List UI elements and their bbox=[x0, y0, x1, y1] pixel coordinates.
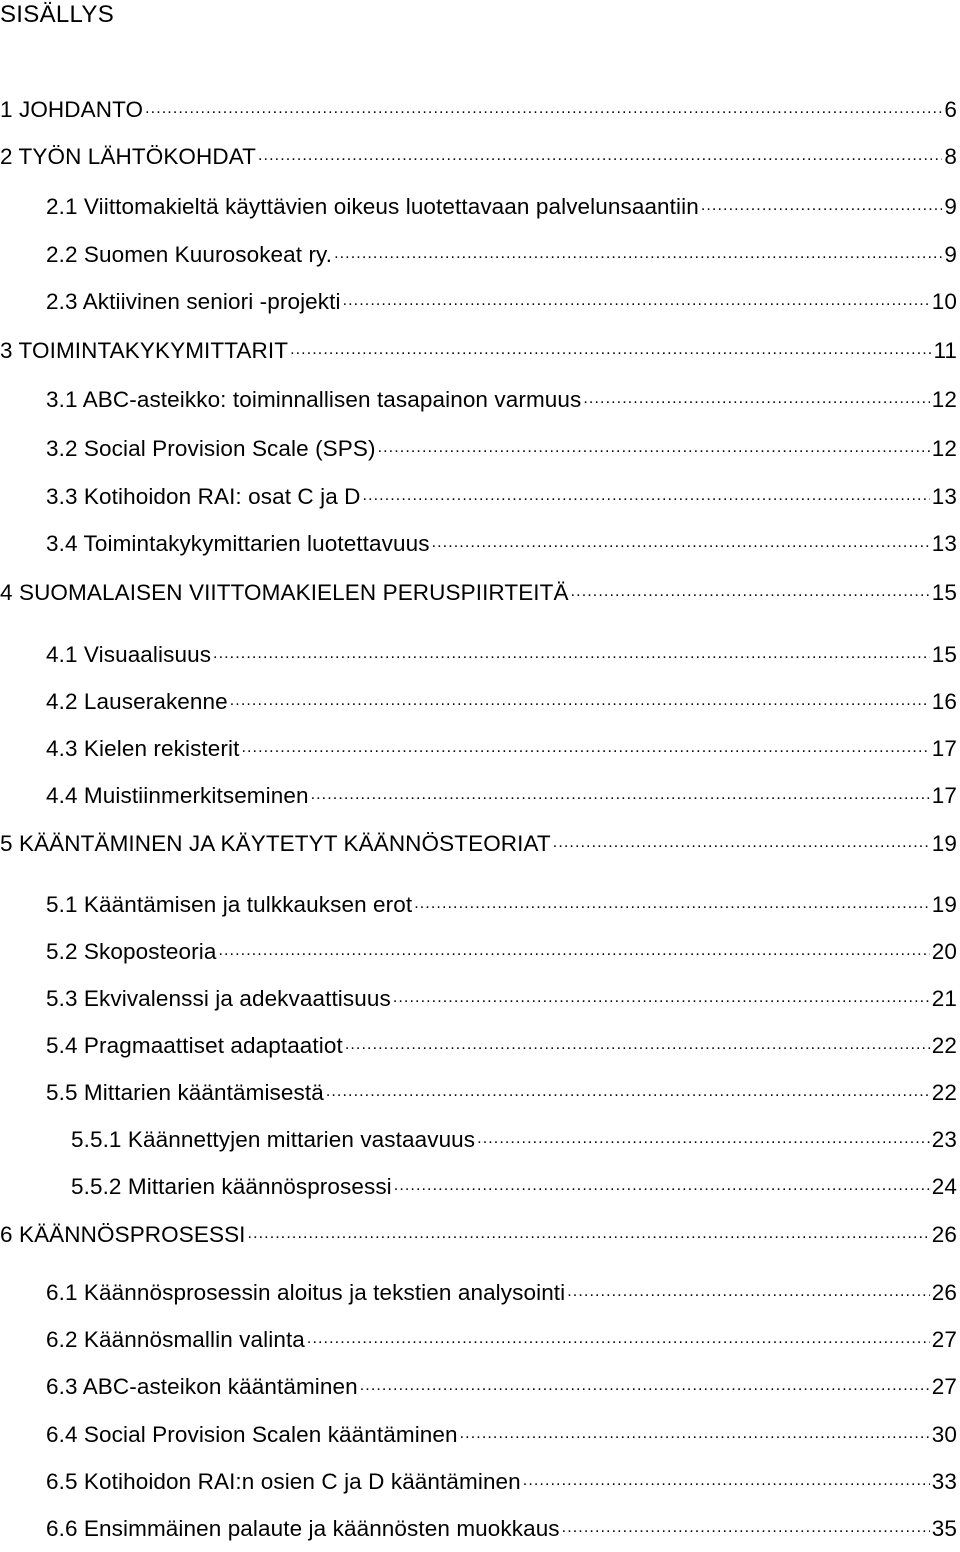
toc-entry-label: 5.5 Mittarien kääntämisestä bbox=[46, 1080, 324, 1105]
toc-dot-leader bbox=[213, 643, 930, 665]
toc-entry[interactable] bbox=[0, 640, 957, 670]
toc-entry-label: 2.1 Viittomakieltä käyttävien oikeus luotettavaan palvelunsaantiin bbox=[46, 194, 699, 219]
toc-entry[interactable] bbox=[0, 336, 957, 366]
toc-entry-page-number: 22 bbox=[931, 1033, 957, 1058]
toc-entry-label: 6.4 Social Provision Scalen kääntäminen bbox=[46, 1422, 458, 1447]
toc-dot-leader bbox=[363, 485, 930, 507]
toc-dot-leader bbox=[553, 832, 930, 854]
toc-entry[interactable] bbox=[0, 192, 957, 222]
toc-entry-page-number: 22 bbox=[931, 1080, 957, 1105]
toc-entry-label: 5.3 Ekvivalenssi ja adekvaattisuus bbox=[46, 986, 391, 1011]
toc-entry[interactable] bbox=[0, 240, 957, 270]
toc-entry-label: 5.2 Skoposteoria bbox=[46, 939, 217, 964]
toc-entry-page-number: 26 bbox=[931, 1280, 957, 1305]
toc-dot-leader bbox=[701, 195, 943, 217]
toc-entry-label: 5 KÄÄNTÄMINEN JA KÄYTETYT KÄÄNNÖSTEORIAT bbox=[0, 831, 551, 856]
toc-dot-leader bbox=[326, 1081, 930, 1103]
toc-entry-label: 6.1 Käännösprosessin aloitus ja tekstien analysointi bbox=[46, 1280, 566, 1305]
toc-dot-leader bbox=[393, 987, 930, 1009]
toc-dot-leader bbox=[583, 388, 929, 410]
toc-dot-leader bbox=[378, 437, 930, 459]
toc-entry-page-number: 35 bbox=[931, 1516, 957, 1541]
toc-entry-label: 6.6 Ensimmäinen palaute ja käännösten muokkaus bbox=[46, 1516, 560, 1541]
toc-entry-page-number: 33 bbox=[931, 1469, 957, 1494]
toc-dot-leader bbox=[241, 737, 929, 759]
toc-dot-leader bbox=[523, 1470, 930, 1492]
toc-entry-label: 5.5.2 Mittarien käännösprosessi bbox=[71, 1174, 392, 1199]
toc-dot-leader bbox=[334, 243, 942, 265]
toc-entry-page-number: 9 bbox=[944, 194, 957, 219]
toc-entry[interactable] bbox=[0, 142, 957, 172]
toc-entry-page-number: 12 bbox=[931, 436, 957, 461]
toc-dot-leader bbox=[432, 532, 930, 554]
toc-entry[interactable] bbox=[0, 1125, 957, 1155]
toc-entry-label: 5.1 Kääntämisen ja tulkkauksen erot bbox=[46, 892, 413, 917]
toc-entry[interactable] bbox=[0, 1514, 957, 1544]
toc-entry-label: 6.2 Käännösmallin valinta bbox=[46, 1327, 305, 1352]
toc-entry[interactable] bbox=[0, 984, 957, 1014]
toc-dot-leader bbox=[343, 290, 930, 312]
toc-entry[interactable] bbox=[0, 482, 957, 512]
toc-entry[interactable] bbox=[0, 1172, 957, 1202]
toc-entry-page-number: 13 bbox=[931, 531, 957, 556]
toc-entry-label: 5.4 Pragmaattiset adaptaatiot bbox=[46, 1033, 343, 1058]
toc-entry-page-number: 19 bbox=[931, 892, 957, 917]
toc-dot-leader bbox=[562, 1517, 930, 1539]
toc-entry[interactable] bbox=[0, 95, 957, 125]
toc-entry-label: 6 KÄÄNNÖSPROSESSI bbox=[0, 1222, 246, 1247]
toc-entry[interactable] bbox=[0, 1325, 957, 1355]
toc-entry-page-number: 13 bbox=[931, 484, 957, 509]
toc-entry-page-number: 17 bbox=[931, 783, 957, 808]
toc-entry-page-number: 30 bbox=[931, 1422, 957, 1447]
toc-entry-label: 3.4 Toimintakykymittarien luotettavuus bbox=[46, 531, 430, 556]
toc-entry-page-number: 9 bbox=[944, 242, 957, 267]
toc-entry-label: 4.4 Muistiinmerkitseminen bbox=[46, 783, 309, 808]
toc-dot-leader bbox=[230, 690, 930, 712]
page-title: SISÄLLYS bbox=[0, 1, 115, 28]
toc-dot-leader bbox=[394, 1175, 930, 1197]
toc-entry-label: 2.3 Aktiivinen seniori -projekti bbox=[46, 289, 341, 314]
toc-entry[interactable] bbox=[0, 385, 957, 415]
toc-entry-label: 3 TOIMINTAKYKYMITTARIT bbox=[0, 338, 289, 363]
toc-entry[interactable] bbox=[0, 434, 957, 464]
toc-entry-page-number: 27 bbox=[931, 1374, 957, 1399]
toc-entry-page-number: 17 bbox=[931, 736, 957, 761]
toc-entry-label: 3.2 Social Provision Scale (SPS) bbox=[46, 436, 376, 461]
toc-entry-label: 6.5 Kotihoidon RAI:n osien C ja D kääntäminen bbox=[46, 1469, 521, 1494]
toc-entry-label: 4.2 Lauserakenne bbox=[46, 689, 228, 714]
toc-entry[interactable] bbox=[0, 781, 957, 811]
toc-dot-leader bbox=[571, 581, 930, 603]
toc-entry[interactable] bbox=[0, 890, 957, 920]
toc-entry[interactable] bbox=[0, 1372, 957, 1402]
toc-entry[interactable] bbox=[0, 687, 957, 717]
toc-entry[interactable] bbox=[0, 1078, 957, 1108]
toc-dot-leader bbox=[414, 893, 930, 915]
toc-entry-label: 4 SUOMALAISEN VIITTOMAKIELEN PERUSPIIRTEITÄ bbox=[0, 580, 569, 605]
toc-dot-leader bbox=[218, 940, 929, 962]
toc-entry-label: 4.3 Kielen rekisterit bbox=[46, 736, 240, 761]
toc-entry-label: 2.2 Suomen Kuurosokeat ry. bbox=[46, 242, 333, 267]
toc-dot-leader bbox=[360, 1375, 930, 1397]
toc-dot-leader bbox=[307, 1328, 930, 1350]
toc-entry-page-number: 12 bbox=[931, 387, 957, 412]
toc-entry[interactable] bbox=[0, 1031, 957, 1061]
toc-entry-page-number: 6 bbox=[944, 97, 957, 122]
toc-entry[interactable] bbox=[0, 578, 957, 608]
toc-dot-leader bbox=[248, 1223, 930, 1245]
toc-entry-page-number: 15 bbox=[931, 642, 957, 667]
toc-dot-leader bbox=[345, 1034, 930, 1056]
toc-entry[interactable] bbox=[0, 1220, 957, 1250]
toc-entry-page-number: 24 bbox=[931, 1174, 957, 1199]
toc-entry-page-number: 15 bbox=[931, 580, 957, 605]
toc-entry-label: 5.5.1 Käännettyjen mittarien vastaavuus bbox=[71, 1127, 476, 1152]
toc-entry-page-number: 27 bbox=[931, 1327, 957, 1352]
toc-dot-leader bbox=[460, 1423, 930, 1445]
toc-entry-label: 3.1 ABC-asteikko: toiminnallisen tasapainon varmuus bbox=[46, 387, 582, 412]
toc-entry[interactable] bbox=[0, 937, 957, 967]
toc-dot-leader bbox=[567, 1281, 930, 1303]
toc-entry[interactable] bbox=[0, 734, 957, 764]
toc-entry-label: 4.1 Visuaalisuus bbox=[46, 642, 212, 667]
toc-dot-leader bbox=[290, 339, 931, 361]
toc-entry[interactable] bbox=[0, 1420, 957, 1450]
toc-dot-leader bbox=[145, 98, 942, 120]
toc-entry-page-number: 10 bbox=[931, 289, 957, 314]
toc-entry[interactable] bbox=[0, 287, 957, 317]
toc-entry-page-number: 21 bbox=[931, 986, 957, 1011]
toc-entry[interactable] bbox=[0, 829, 957, 859]
toc-entry-label: 1 JOHDANTO bbox=[0, 97, 144, 122]
toc-entry-page-number: 19 bbox=[931, 831, 957, 856]
toc-entry-page-number: 23 bbox=[931, 1127, 957, 1152]
toc-entry-page-number: 16 bbox=[931, 689, 957, 714]
toc-entry[interactable] bbox=[0, 1467, 957, 1497]
toc-entry-page-number: 11 bbox=[933, 338, 957, 363]
toc-entry[interactable] bbox=[0, 529, 957, 559]
toc-entry-page-number: 8 bbox=[944, 144, 957, 169]
toc-entry[interactable] bbox=[0, 1278, 957, 1308]
toc-dot-leader bbox=[311, 784, 930, 806]
toc-dot-leader bbox=[477, 1128, 930, 1150]
toc-entry-page-number: 20 bbox=[931, 939, 957, 964]
toc-dot-leader bbox=[258, 145, 942, 167]
toc-entry-page-number: 26 bbox=[931, 1222, 957, 1247]
toc-entry-label: 6.3 ABC-asteikon kääntäminen bbox=[46, 1374, 358, 1399]
toc-entry-label: 2 TYÖN LÄHTÖKOHDAT bbox=[0, 144, 257, 169]
toc-entry-label: 3.3 Kotihoidon RAI: osat C ja D bbox=[46, 484, 361, 509]
